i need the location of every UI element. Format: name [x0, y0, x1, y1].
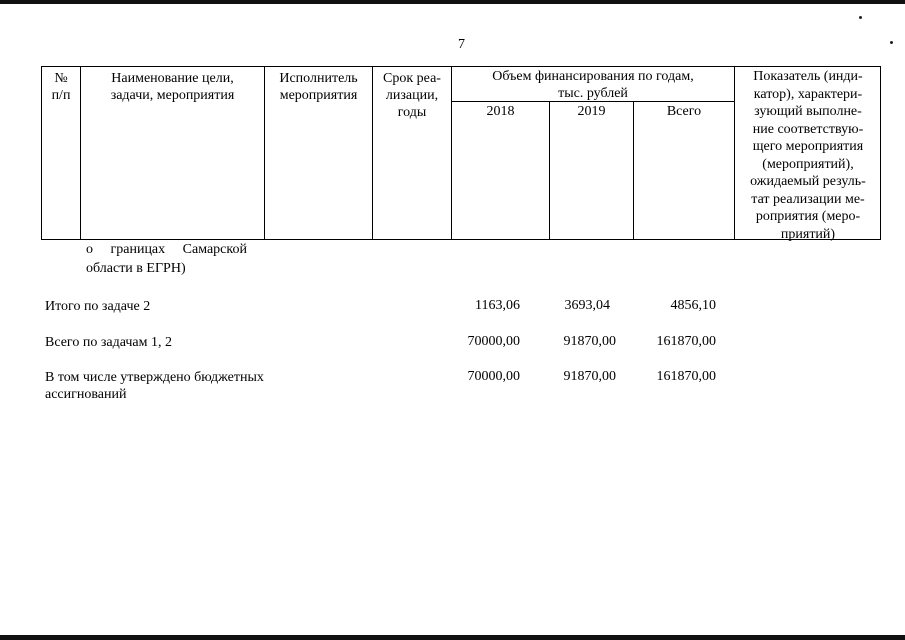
header-col-name: Наименование цели, задачи, мероприятия	[110, 71, 235, 103]
row-value-2019: 3693,04	[564, 298, 610, 313]
row-value-total: 4856,10	[670, 298, 716, 313]
scan-bottom-edge	[0, 635, 905, 640]
header-col-number: № п/п	[51, 71, 71, 103]
header-col-term: Срок реа- лизации, годы	[383, 71, 441, 120]
row-label: Итого по задаче 2	[45, 299, 151, 314]
continuation-text-line2: области в ЕГРН)	[86, 261, 186, 276]
row-value-total: 161870,00	[656, 369, 716, 384]
row-value-2018: 1163,06	[475, 298, 520, 313]
row-label-line2: ассигнований	[45, 387, 127, 402]
header-col-funding: Объем финансирования по годам, тыс. рублей	[492, 69, 694, 101]
scan-speck	[859, 16, 862, 19]
header-col-executor: Исполнитель мероприятия	[279, 71, 358, 103]
header-col-indicator: Показатель (инди- катор), характери- зующий выполне- ние соответствую- щего мероприятия (мероприятий), ожидаемый резуль- тат реализации ме- роприятия (меро- приятий)	[750, 69, 866, 242]
scan-top-edge	[0, 0, 905, 4]
row-label: Всего по задачам 1, 2	[45, 335, 172, 350]
row-value-2018: 70000,00	[467, 334, 520, 349]
row-value-2019: 91870,00	[563, 334, 616, 349]
table-header	[41, 66, 881, 240]
row-value-2018: 70000,00	[467, 369, 520, 384]
page-number: 7	[458, 37, 465, 52]
row-label-line1: В том числе утверждено бюджетных	[45, 370, 264, 385]
header-col-2018: 2018	[486, 104, 515, 119]
header-col-2019: 2019	[577, 104, 606, 119]
continuation-text-line1: о границах Самарской	[86, 242, 247, 257]
row-value-2019: 91870,00	[563, 369, 616, 384]
row-value-total: 161870,00	[656, 334, 716, 349]
header-col-total: Всего	[666, 104, 702, 119]
scan-speck	[890, 41, 893, 44]
